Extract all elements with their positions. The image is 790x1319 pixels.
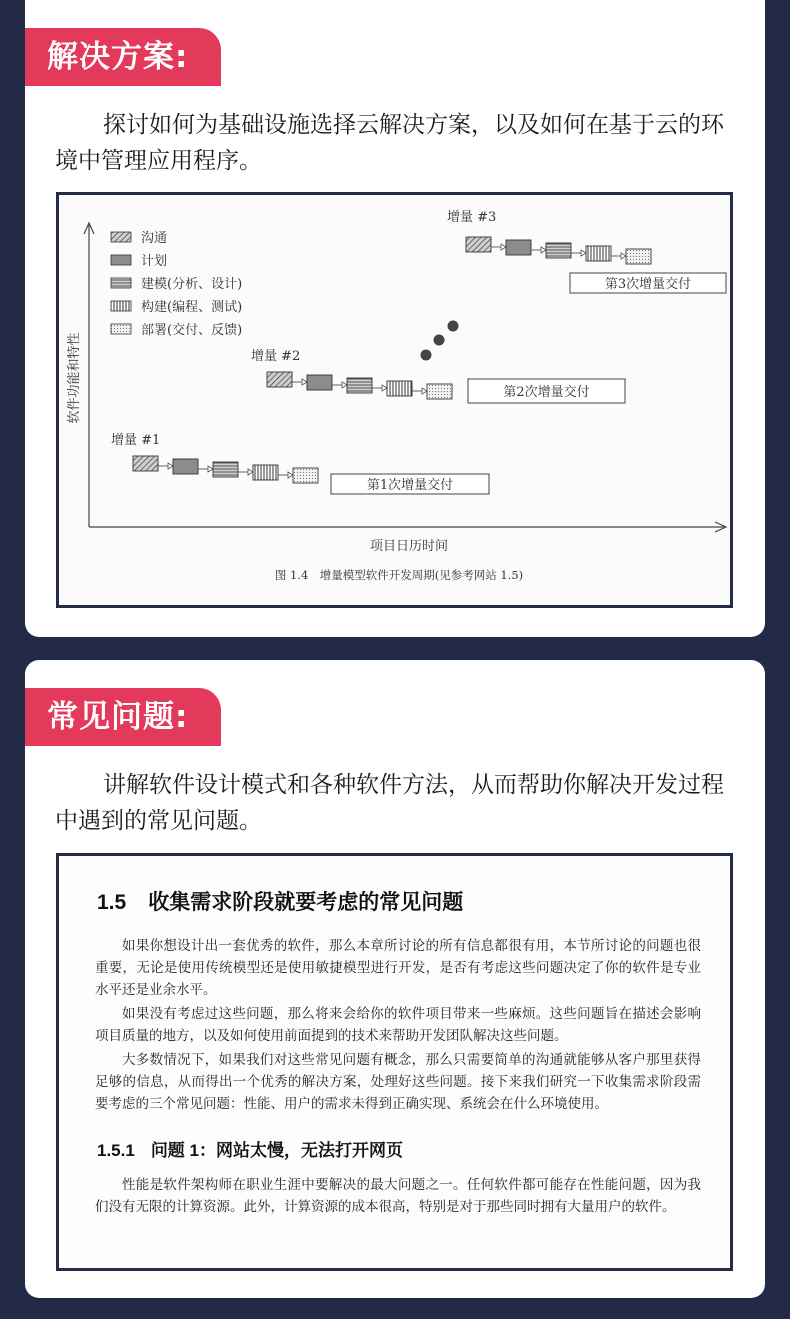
delivery-label: 第1次增量交付 (366, 478, 454, 493)
section-tag-faq: 常见问题: (25, 688, 221, 746)
solution-intro: 探讨如何为基础设施选择云解决方案，以及如何在基于云的环境中管理应用程序。 (55, 112, 724, 174)
progress-dot (421, 350, 432, 361)
faq-card (25, 660, 765, 1298)
phase-block (506, 240, 531, 255)
legend-item: 沟通 (141, 231, 168, 246)
faq-intro: 讲解软件设计模式和各种软件方法，从而帮助你解决开发过程中遇到的常见问题。 (55, 772, 724, 834)
incremental-model-diagram (59, 195, 730, 605)
phase-block (173, 459, 198, 474)
phase-block (133, 456, 158, 471)
phase-block (427, 384, 452, 399)
increment-2 (251, 349, 625, 403)
phase-block (213, 462, 238, 477)
figure-caption: 图 1.4 增量模型软件开发周期(见参考网站 1.5) (274, 568, 524, 582)
phase-block (293, 468, 318, 483)
phase-block (586, 246, 611, 261)
progress-dot (448, 321, 459, 332)
legend (111, 231, 242, 338)
y-axis-label: 软件功能和特性 (67, 332, 82, 424)
progress-dot (434, 335, 445, 346)
section-tag-solution: 解决方案: (25, 28, 221, 86)
phase-block (546, 243, 571, 258)
x-axis-label: 项目日历时间 (369, 539, 449, 554)
excerpt-subheading: 1.5.1 问题 1：网站太慢，无法打开网页 (97, 1141, 403, 1160)
phase-block (387, 381, 412, 396)
solution-card (25, 0, 765, 637)
phase-block (307, 375, 332, 390)
increment-label: 增量 #3 (447, 210, 497, 225)
excerpt-paragraph: 如果你想设计出一套优秀的软件，那么本章所讨论的所有信息都很有用，本节所讨论的问题也很重要，无论是使用传统模型还是使用敏捷模型进行开发，是否有考虑这些问题决定了你的软件是专业水平还是业余水平。 (95, 938, 701, 998)
excerpt-paragraph: 性能是软件架构师在职业生涯中要解决的最大问题之一。任何软件都可能存在性能问题，因为我们没有无限的计算资源。此外，计算资源的成本很高，特别是对于那些同时拥有大量用户的软件。 (95, 1177, 701, 1215)
book-excerpt (56, 853, 733, 1271)
increment-chains (111, 210, 726, 494)
legend-item: 建模(分析、设计) (141, 277, 243, 292)
phase-block (466, 237, 491, 252)
legend-item: 计划 (141, 254, 168, 269)
delivery-label: 第3次增量交付 (604, 277, 692, 292)
increment-label: 增量 #2 (251, 349, 301, 364)
excerpt-paragraph: 大多数情况下，如果我们对这些常见问题有概念，那么只需要简单的沟通就能够从客户那里获得足够的信息，从而得出一个优秀的解决方案，处理好这些问题。接下来我们研究一下收集需求阶段需要考虑的三个常见问题：性能、用户的需求未得到正确实现、系统会在什么环境使用。 (95, 1052, 701, 1112)
increment-3 (447, 210, 726, 293)
incremental-model-figure (56, 192, 733, 608)
legend-item: 构建(编程、测试) (141, 300, 243, 315)
phase-block (347, 378, 372, 393)
increment-1 (111, 433, 489, 494)
legend-item: 部署(交付、反馈) (141, 323, 243, 338)
excerpt-heading: 1.5 收集需求阶段就要考虑的常见问题 (97, 891, 464, 914)
delivery-label: 第2次增量交付 (503, 385, 590, 400)
phase-block (267, 372, 292, 387)
phase-block (253, 465, 278, 480)
excerpt-paragraph: 如果没有考虑过这些问题，那么将来会给你的软件项目带来一些麻烦。这些问题旨在描述会影响项目质量的地方，以及如何使用前面提到的技术来帮助开发团队解决这些问题。 (95, 1006, 701, 1044)
increment-label: 增量 #1 (111, 433, 161, 448)
phase-block (626, 249, 651, 264)
